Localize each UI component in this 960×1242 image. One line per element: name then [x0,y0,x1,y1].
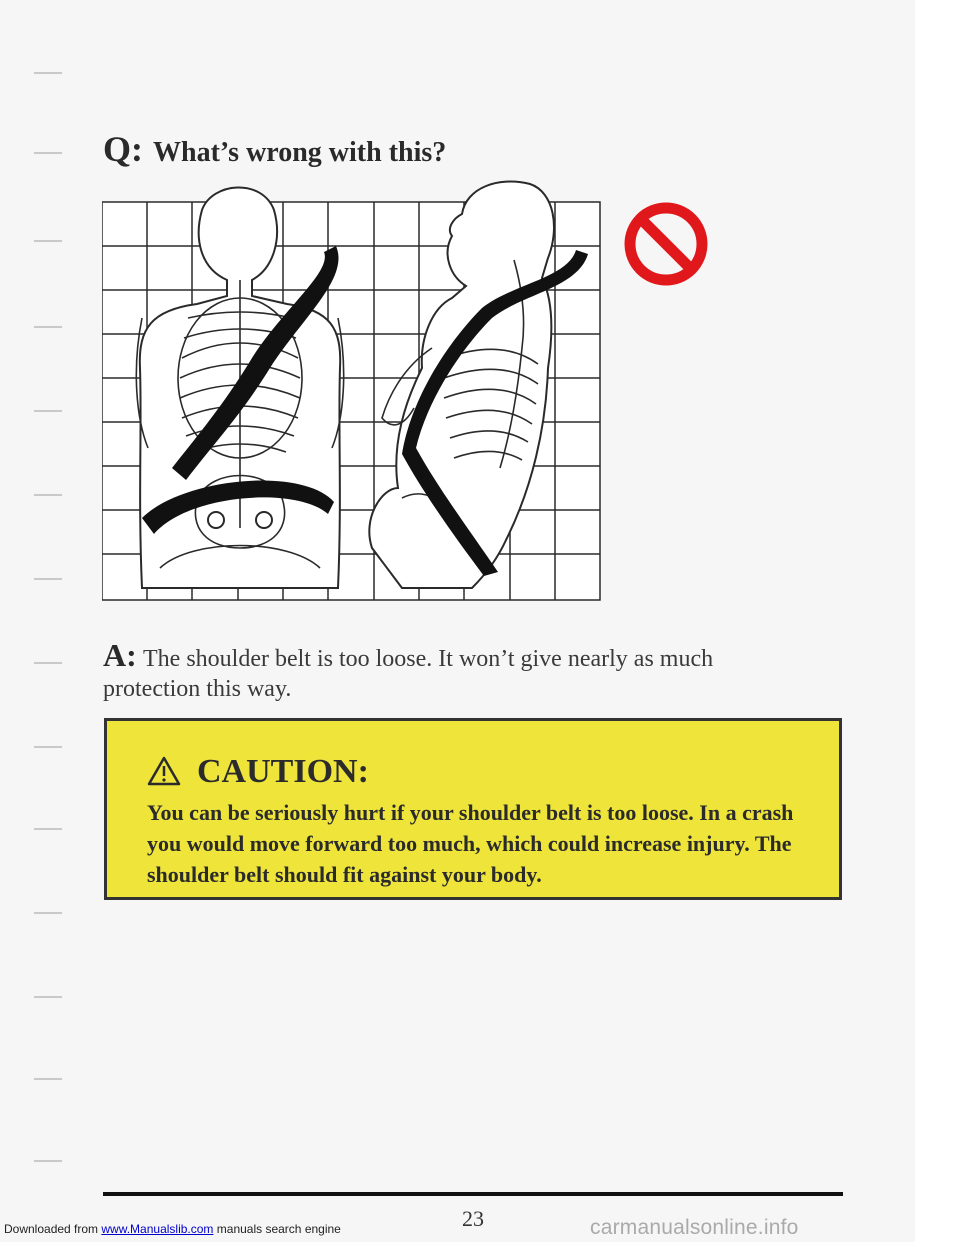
manualslib-link[interactable]: www.Manualslib.com [101,1222,214,1236]
page-number: 23 [462,1206,484,1231]
question-text: What’s wrong with this? [153,137,447,168]
margin-tick [34,410,62,412]
caution-heading [147,753,369,791]
margin-tick [34,912,62,914]
download-credit-prefix: Downloaded from [4,1222,102,1236]
margin-tick [34,240,62,242]
caution-title: CAUTION: [197,753,369,790]
answer-text: The shoulder belt is too loose. It won’t give nearly as much protection this way. [103,646,714,702]
margin-tick [34,828,62,830]
margin-tick [34,578,62,580]
margin-tick [34,1078,62,1080]
caution-box [104,718,842,900]
question-letter: Q: [103,129,143,169]
download-credit-suffix: manuals search engine [213,1222,341,1236]
margin-tick [34,72,62,74]
question [103,128,446,170]
watermark: carmanualsonline.info [590,1216,799,1239]
margin-tick [34,1160,62,1162]
answer [103,637,803,704]
margin-tick [34,152,62,154]
caution-text: You can be seriously hurt if your shoulder belt is too loose. In a crash you would move forward too much, which could increase injury. The shoulder belt should fit against your body. [147,800,794,887]
right-margin-strip [915,0,960,1242]
warning-triangle-icon [147,756,181,786]
footer-rule [103,1192,843,1196]
answer-letter: A: [103,637,137,673]
seatbelt-skeleton-illustration [102,168,602,602]
margin-tick [34,662,62,664]
margin-tick [34,996,62,998]
margin-tick [34,746,62,748]
margin-tick [34,326,62,328]
margin-tick [34,494,62,496]
download-credit [4,1222,341,1236]
prohibited-icon [622,200,710,288]
